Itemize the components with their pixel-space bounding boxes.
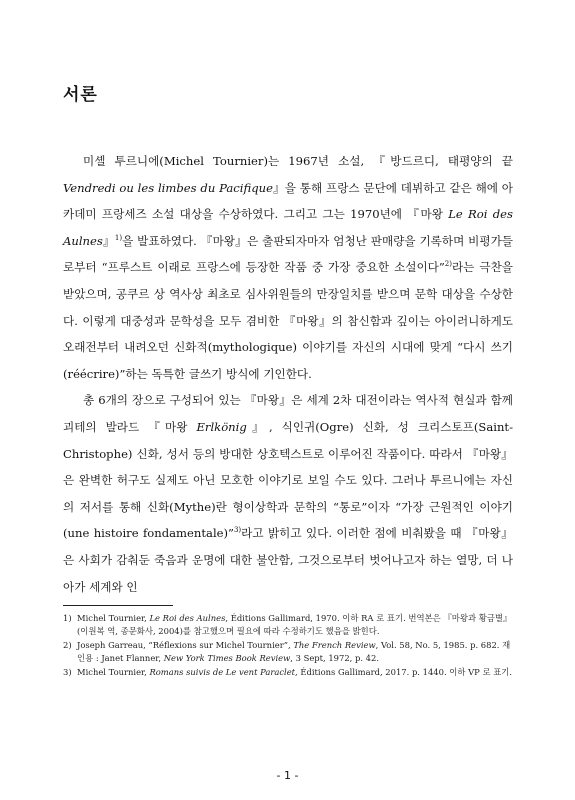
text-run: 총 6개의 장으로 구성되어 있는 『마왕』은 세계 2차 대전이라는 역사적 현실과 함께 괴테의 발라드 『마왕 [63, 393, 513, 434]
text-run: , Vol. 58, No. 5, 1985. p. 682. 재인용 : Janet Flanner, [77, 639, 511, 664]
italic-title: New York Times Book Review [163, 653, 291, 664]
italic-title: Le Roi des Aulnes [149, 613, 226, 623]
italic-title: Erlkönig [196, 419, 247, 434]
footnote-text [77, 666, 513, 679]
italic-title: Romans suivis de Le vent Paraclet [149, 666, 296, 677]
footnote-ref: 2) [444, 260, 452, 269]
footnote-ref: 1) [114, 233, 123, 242]
footnote-divider [63, 605, 173, 606]
footnote-number: 3) [63, 666, 72, 677]
italic-title: The French Review [293, 639, 376, 650]
text-run: 』, 식인귀(Ogre) 신화, 성 크리스토프(Saint-Christophe) 신화, 성서 등의 방대한 상호텍스트로 이루어진 작품이다. 따라서 『마왕』은 완벽한 허구도 실제도 아닌 모호한 이야기로 보일 수도 있다. 그러나 투르니에는 자신의 저서를 통해 신화(Mythe)란 형이상학과 문학의 “통로”이자 “가장 근원적인 이야기(une histoire fondamentale)” [63, 419, 513, 541]
text-run: 라는 극찬을 받았으며, 공쿠르 상 역사상 최초로 심사위원들의 만장일치를 받으며 문학 대상을 수상한다. 이렇게 대중성과 문학성을 모두 겸비한 『마왕』의 참신함과 깊이는 아이러니하게도 오래전부터 내려오던 신화적(mythologique) 이야기를 자신의 시대에 맞게 “다시 쓰기(réécrire)”하는 독특한 글쓰기 방식에 기인한다. [63, 260, 513, 381]
text-run: 을 발표하였다. 『마왕』은 출판되자마자 엄청난 판매량을 기록하며 비평가들로부터 “프루스트 이래로 프랑스에 등장한 작품 중 가장 중요한 소설이다” [63, 233, 513, 275]
text-run: Michel Tournier, [77, 666, 150, 677]
paragraph-1 [63, 148, 513, 387]
footnotes [63, 612, 513, 679]
footnote-3 [63, 666, 513, 679]
section-title: 서론 [63, 85, 98, 105]
footnote-number: 1) [63, 613, 72, 623]
footnote-ref: 3) [233, 526, 242, 535]
paragraph-2 [63, 387, 513, 600]
text-run: , Éditions Gallimard, 1970. 이하 RA 로 표기. 번역본은 『마왕과 황금별』(이원복 역, 종문화사, 2004)를 참고했으며 필요에 따라 수정하기도 했음을 밝힌다. [77, 613, 512, 637]
italic-title: Le Roi des Aulnes [63, 207, 513, 248]
text-run: 』을 통해 프랑스 문단에 데뷔하고 같은 해에 아카데미 프랑세즈 소설 대상을 수상하였다. 그리고 그는 1970년에 『마왕 [63, 180, 513, 222]
text-run: Michel Tournier, [77, 613, 150, 623]
text-run: 미셸 투르니에(Michel Tournier)는 1967년 소설, 『방드르디, 태평양의 끝 [83, 154, 513, 168]
text-run: 』 [102, 233, 115, 248]
text-run: , 3 Sept, 1972, p. 42. [290, 653, 379, 664]
body-text [63, 148, 513, 600]
page-number: - 1 - [276, 769, 299, 782]
footnote-number: 2) [63, 639, 72, 650]
text-run: 라고 밝히고 있다. 이러한 점에 비춰봤을 때 『마왕』은 사회가 감춰둔 죽음과 운명에 대한 불안함, 그것으로부터 벗어나고자 하는 열망, 더 나아가 세계와 인 [63, 526, 513, 594]
italic-title: Vendredi ou les limbes du Pacifique [63, 180, 273, 195]
footnote-1 [63, 612, 513, 639]
text-run: , Éditions Gallimard, 2017. p. 1440. 이하 VP 로 표기. [295, 666, 513, 677]
footnote-text [77, 612, 513, 639]
footnote-text [77, 639, 513, 666]
footnote-2 [63, 639, 513, 666]
text-run: Joseph Garreau, “Réflexions sur Michel Tournier”, [77, 639, 294, 650]
